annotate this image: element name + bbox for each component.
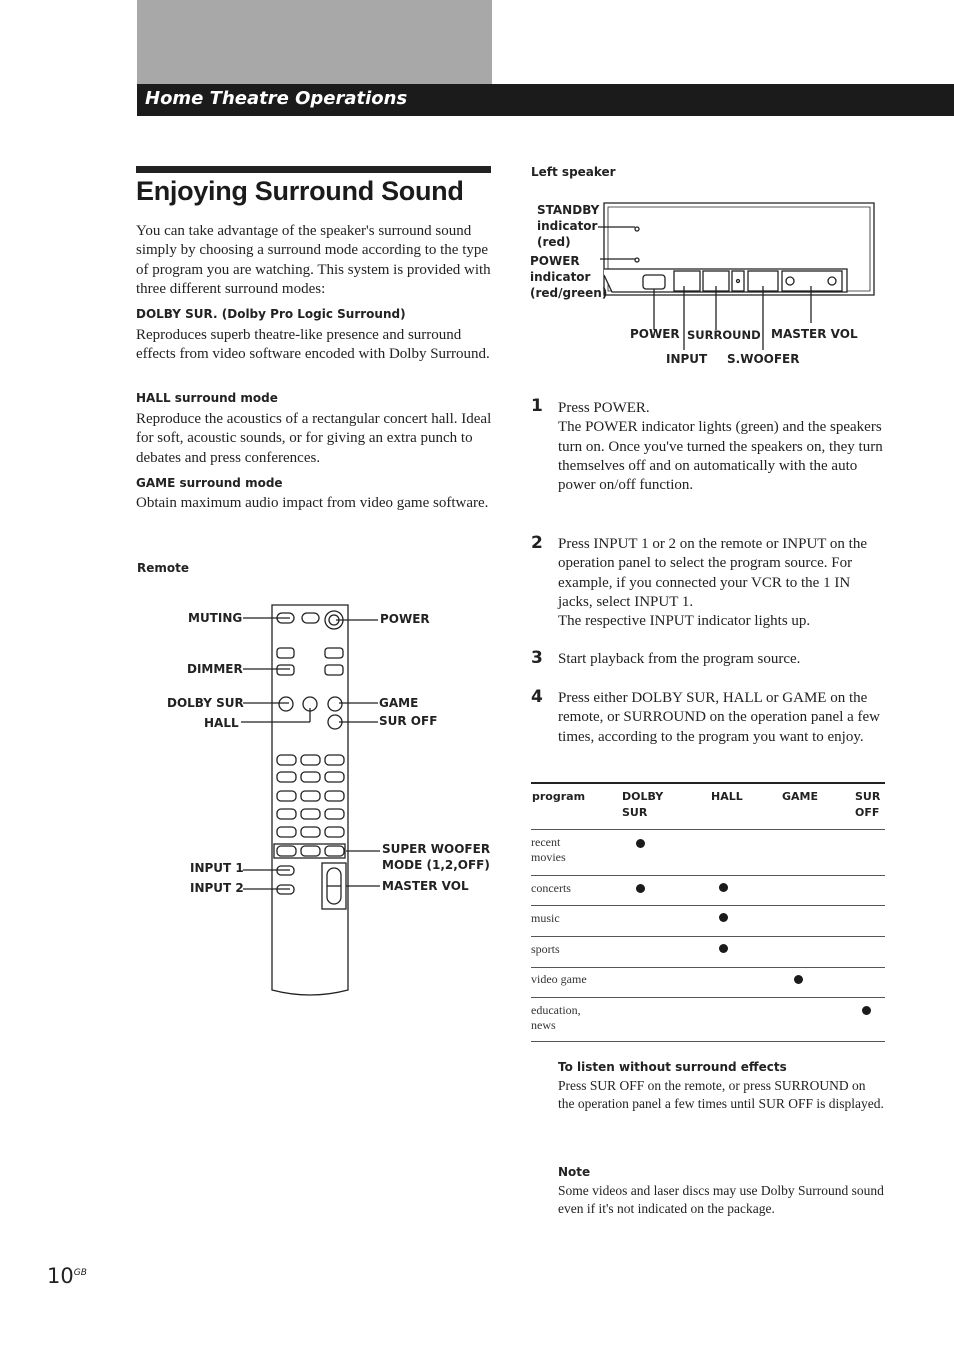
power-indicator-label-line-3: (red/green) (530, 286, 608, 300)
table-row-label-line-1: recent (531, 835, 561, 849)
table-rule (531, 875, 885, 876)
standby-label-line-3: (red) (537, 235, 571, 249)
table-row-label-line-2: news (531, 1018, 556, 1032)
remote-label-hall: HALL (204, 716, 239, 730)
keypad (277, 755, 344, 837)
standby-label-line-2: indicator (537, 219, 598, 233)
remote-label-dimmer: DIMMER (187, 662, 243, 676)
table-row-label (531, 1003, 581, 1033)
game-mode-heading: GAME surround mode (136, 476, 283, 490)
game-mode-text: Obtain maximum audio impact from video game software. (136, 495, 489, 511)
remote-label-sur-off: SUR OFF (379, 714, 438, 728)
page-number-value: 10 (47, 1264, 74, 1288)
speaker-label-input: INPUT (666, 352, 708, 366)
page-title: Enjoying Surround Sound (136, 176, 464, 206)
speaker-label-master-vol: MASTER VOL (771, 327, 858, 341)
power-indicator (635, 258, 639, 262)
table-rule (531, 829, 885, 830)
step-1-number: 1 (531, 396, 543, 416)
table-header-dolby-line-2: SUR (622, 806, 648, 819)
note-text: Some videos and laser discs may use Dolby Surround sound even if it's not indicated on the package. (558, 1183, 884, 1216)
table-check-dot (862, 1006, 871, 1015)
dolby-mode-text: Reproduces superb theatre-like presence and surround effects from video software encoded with Dolby Surround. (136, 327, 490, 363)
hall-mode-heading: HALL surround mode (136, 391, 278, 405)
remote-label-super-woofer-mode: MODE (1,2,OFF) (382, 858, 490, 872)
table-row-label-line-2: movies (531, 850, 566, 864)
table-rule (531, 997, 885, 998)
listen-without-text: Press SUR OFF on the remote, or press SURROUND on the operation panel a few times until SUR OFF is displayed. (558, 1078, 884, 1111)
table-top-rule (531, 782, 885, 784)
table-header-sur-off-line-2: OFF (855, 806, 880, 819)
remote-button (302, 613, 319, 623)
table-row-label: music (531, 911, 560, 925)
power-indicator-label-line-1: POWER (530, 254, 580, 268)
title-rule (136, 166, 491, 173)
table-header-dolby (622, 789, 663, 821)
remote-label-dolby-sur: DOLBY SUR (167, 696, 244, 710)
remote-label-input-1: INPUT 1 (190, 861, 244, 875)
table-header-program: program (532, 790, 586, 803)
table-check-dot (719, 913, 728, 922)
table-check-dot (719, 883, 728, 892)
dolby-mode-heading: DOLBY SUR. (Dolby Pro Logic Surround) (136, 307, 406, 321)
remote-button (325, 648, 343, 658)
dimmer-button (277, 665, 294, 675)
remote-label-input-2: INPUT 2 (190, 881, 244, 895)
step-1-lead: Press POWER. (558, 400, 650, 416)
dolby-sur-button (279, 697, 293, 711)
remote-label-power: POWER (380, 612, 430, 626)
remote-label-super-woofer: SUPER WOOFER (382, 842, 491, 856)
remote-caption: Remote (137, 561, 190, 575)
table-bottom-rule (531, 1041, 885, 1042)
header-gray-block (137, 0, 492, 84)
speaker-label-swoofer: S.WOOFER (727, 352, 800, 366)
table-row-label-line-1: education, (531, 1003, 581, 1017)
power-indicator-label-line-2: indicator (530, 270, 591, 284)
table-rule (531, 967, 885, 968)
super-woofer-button (301, 846, 320, 856)
step-4-lead: Press either DOLBY SUR, HALL or GAME on the remote, or SURROUND on the operation panel a few times, according to the program you want to enjoy. (558, 690, 881, 745)
step-1-text: The POWER indicator lights (green) and the speakers turn on. Once you've turned the speakers on, they turn themselves off and on automatically with the auto power on/off function. (558, 419, 883, 494)
table-row-label: sports (531, 942, 560, 956)
step-3-number: 3 (531, 648, 543, 668)
table-check-dot (636, 884, 645, 893)
table-row-label (531, 835, 566, 865)
step-2-lead: Press INPUT 1 or 2 on the remote or INPUT on the operation panel to select the program source. For example, if you connected your VCR to the 1 IN jacks, select INPUT 1. (558, 536, 867, 610)
page-number-suffix: GB (73, 1268, 87, 1278)
step-2 (558, 535, 883, 631)
table-header-game: GAME (782, 790, 819, 803)
remote-illustration (150, 595, 500, 1000)
table-header-sur-off-line-1: SUR (855, 790, 881, 803)
listen-without-heading: To listen without surround effects (558, 1060, 787, 1074)
step-2-text: The respective INPUT indicator lights up. (558, 613, 811, 630)
speaker-label-power: POWER (630, 327, 680, 341)
speaker-label-surround: SURROUND (687, 328, 761, 342)
step-1 (558, 399, 883, 495)
intro-paragraph: You can take advantage of the speaker's surround sound simply by choosing a surround mode according to the type of program you are watching. This system is provided with three different surround modes: (136, 223, 491, 297)
step-2-number: 2 (531, 533, 543, 553)
super-woofer-button (277, 846, 296, 856)
remote-body (272, 605, 348, 995)
standby-indicator (635, 227, 639, 231)
super-woofer-button (325, 846, 344, 856)
step-3-lead: Start playback from the program source. (558, 651, 801, 667)
table-row-label: concerts (531, 881, 571, 895)
standby-label-line-1: STANDBY (537, 203, 600, 217)
table-check-dot (636, 839, 645, 848)
note-heading: Note (558, 1165, 591, 1179)
remote-label-muting: MUTING (188, 611, 243, 625)
table-row-label: video game (531, 972, 587, 986)
table-rule (531, 936, 885, 937)
table-header-sur-off (855, 789, 880, 821)
remote-label-master-vol: MASTER VOL (382, 879, 469, 893)
table-check-dot (794, 975, 803, 984)
remote-label-game: GAME (379, 696, 419, 710)
table-header-dolby-line-1: DOLBY (622, 790, 664, 803)
remote-button (277, 648, 294, 658)
speaker-caption: Left speaker (531, 165, 616, 179)
hall-mode-text: Reproduce the acoustics of a rectangular concert hall. Ideal for soft, acoustic sounds, or for giving an extra punch to debates and press conferences. (136, 411, 492, 466)
table-rule (531, 905, 885, 906)
table-check-dot (719, 944, 728, 953)
game-button (328, 697, 342, 711)
remote-button (325, 665, 343, 675)
section-header-title: Home Theatre Operations (145, 88, 408, 109)
step-4-number: 4 (531, 687, 543, 707)
page-number (47, 1264, 87, 1288)
table-header-hall: HALL (711, 790, 743, 803)
